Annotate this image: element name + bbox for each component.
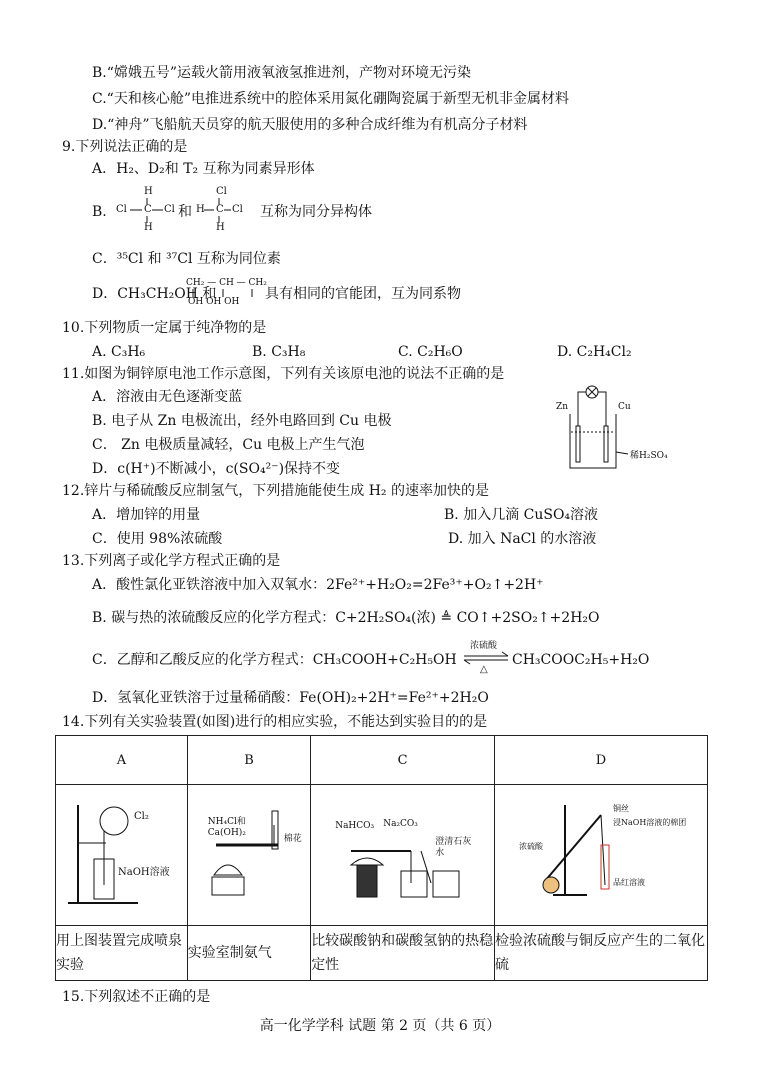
b2-left: H <box>196 204 205 215</box>
q10-option-c: C. C₂H₆O <box>398 344 463 360</box>
b1-bottom: H <box>144 222 153 233</box>
q9-option-b-and: 和 <box>178 204 192 220</box>
q13-option-a: A．酸性氯化亚铁溶液中加入双氧水：2Fe²⁺+H₂O₂=2Fe³⁺+O₂↑+2H⁺ <box>92 577 544 593</box>
q10-option-d: D. C₂H₄Cl₂ <box>557 344 632 360</box>
heat-label: △ <box>480 664 488 675</box>
b2-bottom: H <box>216 222 225 233</box>
b2-right: Cl <box>232 204 243 215</box>
figure-c-carbonates <box>311 785 495 926</box>
d-acid-label: 浓硫酸 <box>519 842 543 851</box>
c-left-label: NaHCO₃ <box>335 821 375 831</box>
q9-option-d-text: 具有相同的官能团，互为同系物 <box>265 286 461 302</box>
a-gas-label: Cl₂ <box>134 811 149 822</box>
header-b: B <box>187 736 310 785</box>
q13-stem: 13.下列离子或化学方程式正确的是 <box>62 553 281 569</box>
q13-option-c-left: C．乙醇和乙酸反应的化学方程式：CH₃COOH+C₂H₅OH <box>92 652 457 668</box>
q8-option-b: B.“嫦娥五号”运载火箭用液氧液氢推进剂，产物对环境无污染 <box>92 65 472 81</box>
figure-b-ammonia <box>187 785 310 926</box>
cu-label: Cu <box>618 402 631 412</box>
q11-option-c: C． Zn 电极质量减轻，Cu 电极上产生气泡 <box>92 437 365 453</box>
c-water-label: 澄清石灰水 <box>435 837 472 858</box>
q13-option-d: D．氢氧化亚铁溶于过量稀硝酸：Fe(OH)₂+2H⁺=Fe²⁺+2H₂O <box>92 690 489 706</box>
caption-a: 用上图装置完成喷泉实验 <box>56 926 188 981</box>
q12-option-a: A．增加锌的用量 <box>92 507 201 523</box>
b1-right: Cl <box>164 204 175 215</box>
b-cotton-label: 棉花 <box>283 834 302 844</box>
d-trap-label: 浸NaOH溶液的棉团 <box>613 818 687 827</box>
q11-option-b: B. 电子从 Zn 电极流出，经外电路回到 Cu 电极 <box>92 413 392 429</box>
q13-option-b: B. 碳与热的浓硫酸反应的化学方程式：C+2H₂SO₄(浓) ≜ CO↑+2SO₂↑+2H₂O <box>92 610 600 626</box>
caption-d: 检验浓硫酸与铜反应产生的二氧化硫 <box>495 926 708 981</box>
q12-option-b: B. 加入几滴 CuSO₄溶液 <box>444 507 599 523</box>
q8-option-c: C.“天和核心舱”电推进系统中的腔体采用氮化硼陶瓷属于新型无机非金属材料 <box>92 91 569 107</box>
q9-option-a: A．H₂、D₂和 T₂ 互称为同素异形体 <box>92 161 315 177</box>
dilute-sulfuric-acid-label: 稀H₂SO₄ <box>630 451 668 461</box>
c-right-label: Na₂CO₃ <box>383 819 418 829</box>
b-reagent-label: NH₄Cl和 Ca(OH)₂ <box>207 817 246 838</box>
q9-option-b-text: 互称为同分异构体 <box>260 204 372 220</box>
a-liquid-label: NaOH溶液 <box>118 867 170 878</box>
q9-stem: 9.下列说法正确的是 <box>62 139 188 155</box>
q9-option-c: C．³⁵Cl 和 ³⁷Cl 互称为同位素 <box>92 251 281 267</box>
q15-stem: 15.下列叙述不正确的是 <box>62 989 211 1005</box>
figure-a-fountain <box>56 785 188 926</box>
figure-d-sulfur-dioxide <box>495 785 708 926</box>
page-footer: 高一化学学科 试题 第 2 页（共 6 页） <box>259 1018 501 1034</box>
q14-stem: 14.下列有关实验装置(如图)进行的相应实验，不能达到实验目的的是 <box>62 714 488 730</box>
copper-zinc-cell-figure <box>556 382 674 474</box>
caption-c: 比较碳酸钠和碳酸氢钠的热稳定性 <box>311 926 495 981</box>
dichloromethane-structure-2: Cl H C Cl H <box>196 186 243 233</box>
q13-option-c-right: CH₃COOC₂H₅+H₂O <box>512 652 650 668</box>
header-c: C <box>311 736 495 785</box>
header-d: D <box>495 736 708 785</box>
q10-option-b: B. C₃H₈ <box>252 344 306 360</box>
q12-option-c: C．使用 98%浓硫酸 <box>92 531 223 547</box>
b1-top: H <box>144 186 153 197</box>
glycerol-chain: CH₂ — CH — CH₂ <box>186 278 267 288</box>
d-wire-label: 铜丝 <box>613 804 629 813</box>
q11-option-d: D．c(H⁺)不断减小，c(SO₄²⁻)保持不变 <box>92 461 341 477</box>
q12-option-d: D. 加入 NaCl 的水溶液 <box>448 531 597 547</box>
caption-b: 实验室制氨气 <box>187 926 310 981</box>
q9-option-b-label: B. <box>92 204 107 220</box>
glycerol-hydroxyls: OH OH OH <box>188 297 240 307</box>
glycerol-structure <box>186 278 266 310</box>
b1-left: Cl <box>116 204 127 215</box>
q11-stem: 11.如图为铜锌原电池工作示意图，下列有关该原电池的说法不正确的是 <box>62 366 505 382</box>
b2-top: Cl <box>216 186 227 197</box>
q8-option-d: D.“神舟”飞船航天员穿的航天服使用的多种合成纤维为有机高分子材料 <box>92 117 528 133</box>
d-indicator-label: 品红溶液 <box>613 878 645 887</box>
q14-apparatus-table <box>55 735 708 981</box>
header-a: A <box>56 736 188 785</box>
q10-stem: 10.下列物质一定属于纯净物的是 <box>62 320 267 336</box>
catalyst-label: 浓硫酸 <box>470 641 498 651</box>
dichloromethane-structure-1: H Cl C Cl H <box>116 186 175 233</box>
zn-label: Zn <box>556 402 569 412</box>
esterification-arrow <box>462 638 510 678</box>
q11-option-a: A．溶液由无色逐渐变蓝 <box>92 389 243 405</box>
q10-option-a: A. C₃H₆ <box>92 344 146 360</box>
q9-option-d-label: D．CH₃CH₂OH 和 <box>92 286 217 302</box>
q12-stem: 12.锌片与稀硫酸反应制氢气，下列措施能使生成 H₂ 的速率加快的是 <box>62 483 489 499</box>
